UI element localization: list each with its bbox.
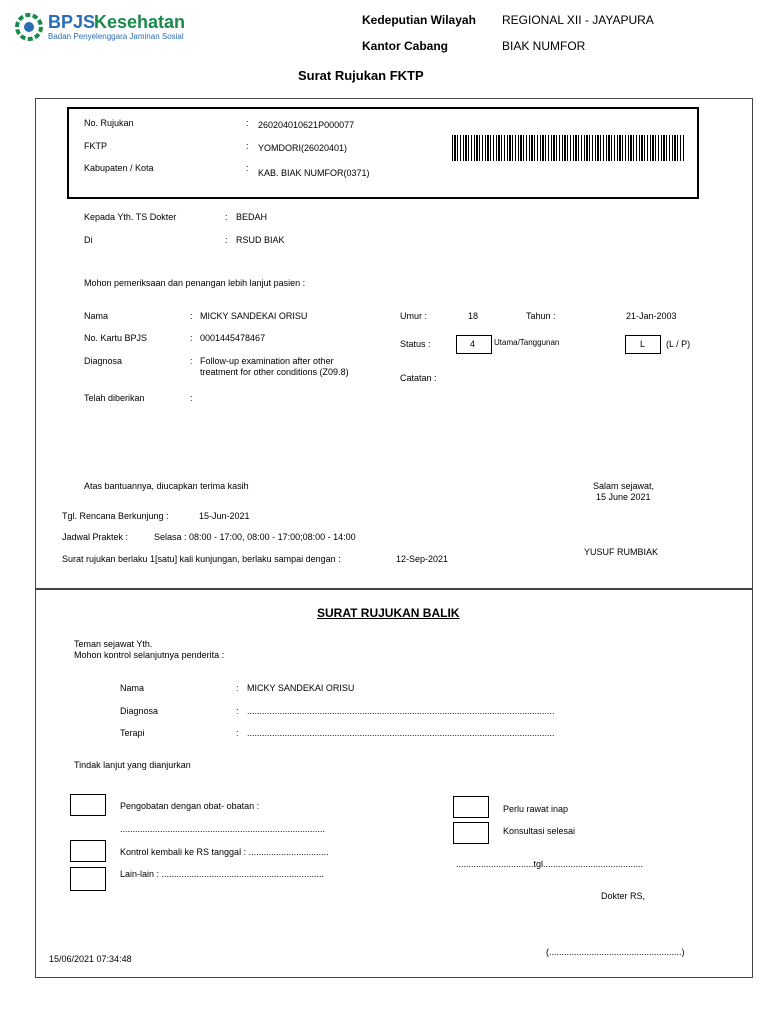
patient-name-label: Nama [84,311,109,321]
city-label: Kabupaten / Kota [84,163,154,173]
logo-brand2: Kesehatan [94,12,186,32]
request-text: Mohon pemeriksaan dan penangan lebih lanjut pasien : [84,278,306,288]
greeting-line-1: Teman sejawat Yth. [74,639,153,649]
bpjs-logo-icon [14,12,44,42]
meds-checkbox[interactable] [70,794,106,816]
birth-value: 21-Jan-2003 [626,311,677,321]
greeting-text: Salam sejawat, [593,481,655,491]
deputy-label: Kedeputian Wilayah [362,13,476,27]
barcode-icon [452,135,684,161]
doctor-name: YUSUF RUMBIAK [584,547,659,557]
back-name-value: MICKY SANDEKAI ORISU [247,683,355,693]
place-date-dots[interactable]: ...............................tgl........................................ [456,859,644,869]
greeting-line-2: Mohon kontrol selanjutnya penderita : [74,650,225,660]
colon: : [236,706,239,716]
age-label: Umur : [400,311,427,321]
location-label: Di [84,235,93,245]
colon: : [236,683,239,693]
colon: : [246,141,249,151]
back-diagnosis-dots[interactable]: ........................................................................................................................... [247,706,555,716]
page-title: Surat Rujukan FKTP [298,68,424,83]
bpjs-card-value: 0001445478467 [200,333,266,343]
sex-value: L [640,339,646,349]
thanks-text: Atas bantuannya, diucapkan terima kasih [84,481,249,491]
inpatient-label: Perlu rawat inap [503,804,569,814]
inpatient-checkbox[interactable] [453,796,489,818]
fktp-label: FKTP [84,141,108,151]
location-value: RSUD BIAK [236,235,285,245]
fktp-value: YOMDORI(26020401) [258,143,348,153]
age-value: 18 [468,311,479,321]
diagnosis-value-2: treatment for other conditions (Z09.8) [200,367,349,377]
branch-value: BIAK NUMFOR [502,39,586,53]
control-label: Kontrol kembali ke RS tanggal : ................................ [120,847,329,857]
status-box [456,335,492,354]
schedule-label: Jadwal Praktek : [62,532,129,542]
back-referral-title: SURAT RUJUKAN BALIK [317,606,460,620]
diagnosis-value-1: Follow-up examination after other [200,356,334,366]
schedule-value: Selasa : 08:00 - 17:00, 08:00 - 17:00;08:00 - 14:00 [154,532,356,542]
logo-brand: BPJS [48,12,96,32]
status-label: Status : [400,339,431,349]
status-type: Utama/Tanggunan [494,338,560,347]
colon: : [246,118,249,128]
consult-done-label: Konsultasi selesai [503,826,576,836]
therapy-dots[interactable]: ........................................................................................................................... [247,728,555,738]
signature-dots[interactable]: (.....................................................) [546,947,685,957]
control-checkbox[interactable] [70,840,106,862]
print-timestamp: 15/06/2021 07:34:48 [49,954,132,964]
ref-number-label: No. Rujukan [84,118,134,128]
meds-dots[interactable]: .................................................................................. [120,824,326,834]
logo-subtitle: Badan Penyelenggara Jaminan Sosial [48,32,184,41]
colon: : [246,163,249,173]
letter-date: 15 June 2021 [596,492,651,502]
doctor-rs-label: Dokter RS, [601,891,646,901]
to-doctor-value: BEDAH [236,212,268,222]
diagnosis-label: Diagnosa [84,356,123,366]
branch-label: Kantor Cabang [362,39,449,53]
deputy-value: REGIONAL XII - JAYAPURA [502,13,654,27]
birth-label: Tahun : [526,311,556,321]
validity-value: 12-Sep-2021 [396,554,449,564]
followup-label: Tindak lanjut yang dianjurkan [74,760,191,770]
patient-name-value: MICKY SANDEKAI ORISU [200,311,308,321]
validity-label: Surat rujukan berlaku 1[satu] kali kunjungan, berlaku sampai dengan : [62,554,341,564]
back-name-label: Nama [120,683,145,693]
ref-number-value: 260204010621P000077 [258,120,355,130]
given-label: Telah diberikan [84,393,145,403]
colon: : [236,728,239,738]
other-label: Lain-lain : ................................................................. [120,869,325,879]
to-doctor-label: Kepada Yth. TS Dokter [84,212,177,222]
consult-done-checkbox[interactable] [453,822,489,844]
therapy-label: Terapi [120,728,145,738]
bpjs-card-label: No. Kartu BPJS [84,333,148,343]
visit-date-value: 15-Jun-2021 [199,511,250,521]
notes-label: Catatan : [400,373,437,383]
back-diagnosis-label: Diagnosa [120,706,159,716]
status-value: 4 [470,339,476,349]
other-checkbox[interactable] [70,867,106,891]
city-value: KAB. BIAK NUMFOR(0371) [258,168,370,178]
sex-box [625,335,661,354]
visit-date-label: Tgl. Rencana Berkunjung : [62,511,169,521]
sex-hint: (L / P) [666,339,691,349]
meds-label: Pengobatan dengan obat- obatan : [120,801,260,811]
